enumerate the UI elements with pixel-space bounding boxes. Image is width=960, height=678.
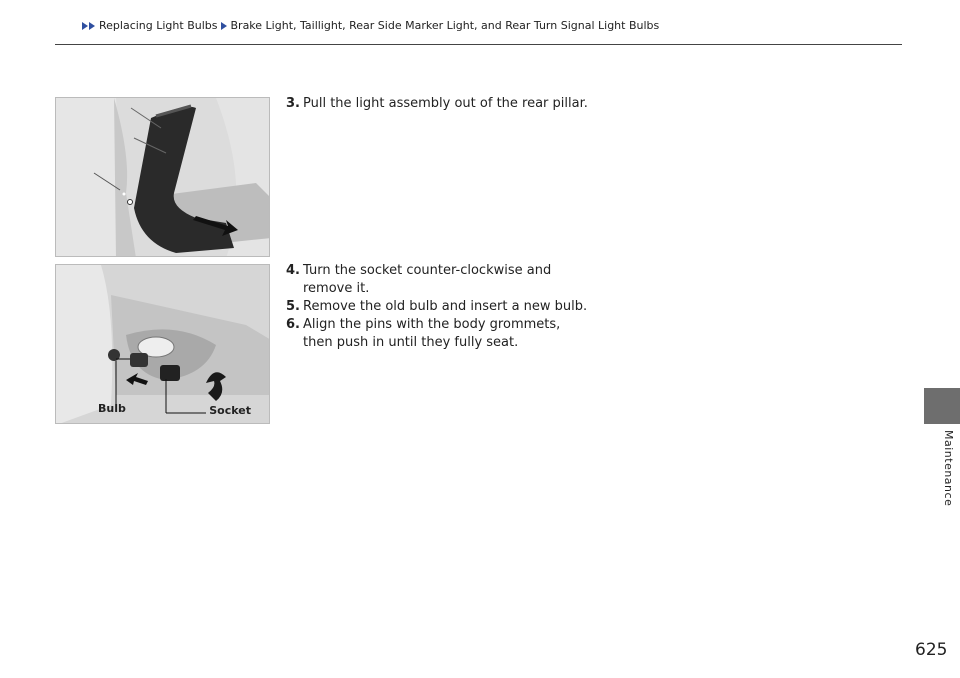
light-assembly-illustration [56,98,270,257]
step-item [286,262,603,298]
step-text: Remove the old bulb and insert a new bulb. [303,299,588,314]
breadcrumb-arrow-icon [89,22,95,30]
step-item [286,316,603,352]
step-number: 6. [286,317,300,332]
section-tab[interactable] [924,388,960,424]
step-item [286,298,603,316]
step-text: Turn the socket counter-clockwise and remove it. [303,263,552,296]
step-number: 3. [286,96,300,111]
bulb-callout-label: Bulb [98,402,126,415]
breadcrumb-link-replacing-light-bulbs[interactable]: Replacing Light Bulbs [99,19,218,32]
step-text: Align the pins with the body grommets, then push in until they fully seat. [303,317,561,350]
step-list-part-1 [286,95,603,113]
breadcrumb [82,19,659,32]
step-list-part-2 [286,262,603,352]
breadcrumb-current-section: Brake Light, Taillight, Rear Side Marker Light, and Rear Turn Signal Light Bulbs [230,19,660,32]
socket-callout-label: Socket [209,404,251,417]
header-divider [55,44,902,45]
step-number: 4. [286,263,300,278]
bulb-socket-illustration [56,265,270,424]
breadcrumb-separator-icon [221,22,227,30]
step-item [286,95,603,113]
step-text: Pull the light assembly out of the rear pillar. [303,96,588,111]
section-tab-label: Maintenance [942,430,955,507]
figure-bulb-socket [55,264,270,424]
step-number: 5. [286,299,300,314]
figure-light-assembly-removal [55,97,270,257]
page-number: 625 [915,640,948,660]
breadcrumb-arrow-icon [82,22,88,30]
